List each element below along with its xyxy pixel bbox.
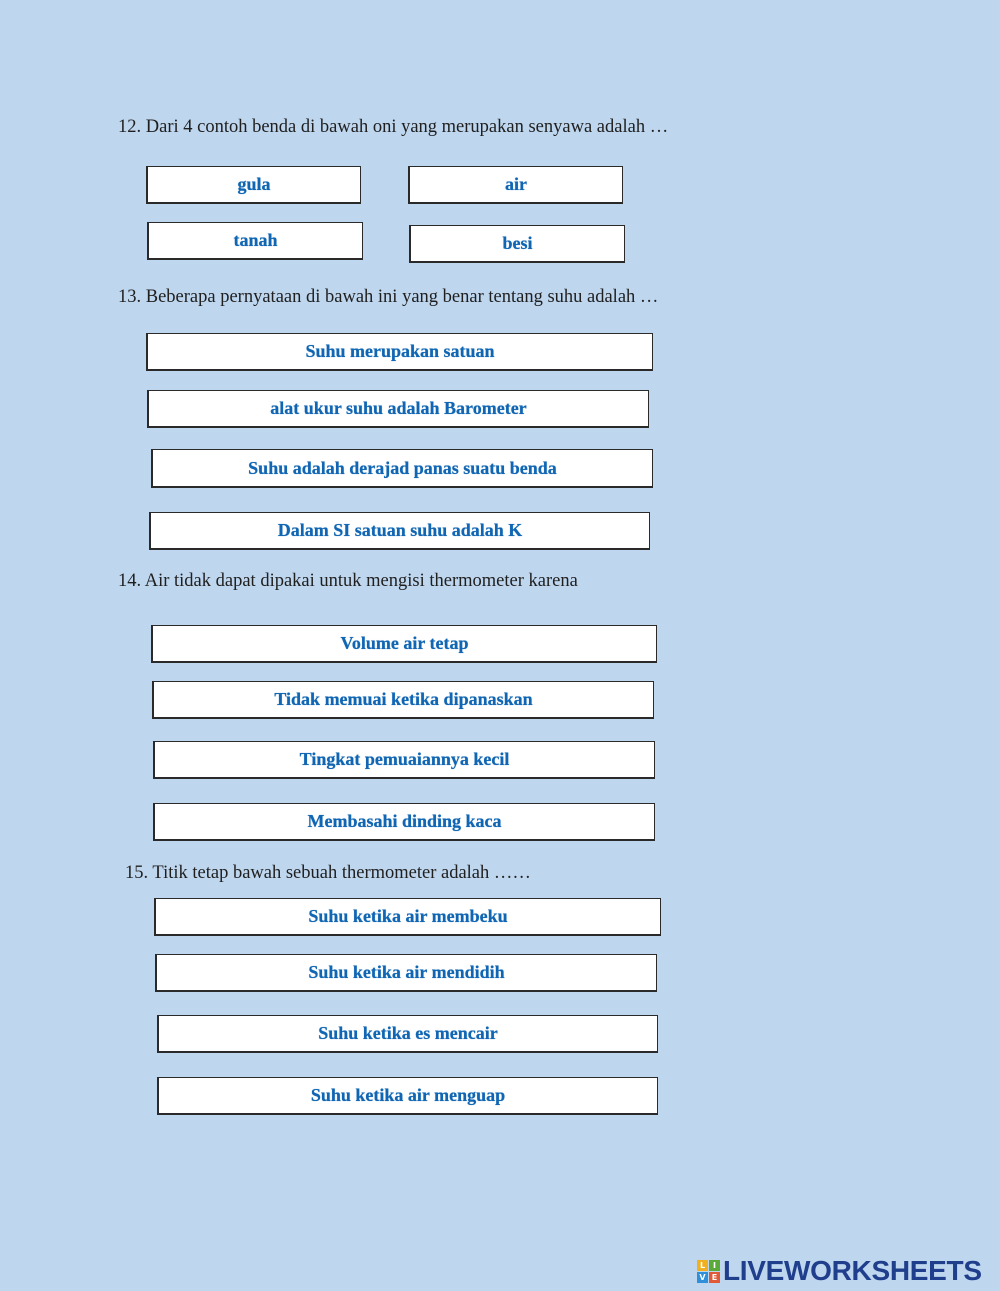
answer-option-15-b[interactable]: Suhu ketika air mendidih xyxy=(155,954,657,992)
answer-option-tanah[interactable]: tanah xyxy=(147,222,363,260)
answer-option-13-b[interactable]: alat ukur suhu adalah Barometer xyxy=(147,390,649,428)
question-12-text: 12. Dari 4 contoh benda di bawah oni yang merupakan senyawa adalah … xyxy=(118,117,669,137)
answer-option-15-a[interactable]: Suhu ketika air membeku xyxy=(154,898,661,936)
answer-option-air[interactable]: air xyxy=(408,166,623,204)
answer-option-13-d[interactable]: Dalam SI satuan suhu adalah K xyxy=(149,512,650,550)
answer-option-gula[interactable]: gula xyxy=(146,166,361,204)
question-15-text: 15. Titik tetap bawah sebuah thermometer adalah …… xyxy=(125,863,531,883)
answer-option-13-a[interactable]: Suhu merupakan satuan xyxy=(146,333,653,371)
answer-option-13-c[interactable]: Suhu adalah derajad panas suatu benda xyxy=(151,449,653,488)
answer-option-14-d[interactable]: Membasahi dinding kaca xyxy=(153,803,655,841)
logo-letter-l: L xyxy=(697,1260,708,1271)
question-14-text: 14. Air tidak dapat dipakai untuk mengisi thermometer karena xyxy=(118,571,578,591)
liveworksheets-logo xyxy=(697,1255,982,1287)
question-13-text: 13. Beberapa pernyataan di bawah ini yang benar tentang suhu adalah … xyxy=(118,287,659,307)
logo-letter-v: V xyxy=(697,1272,708,1283)
answer-option-15-c[interactable]: Suhu ketika es mencair xyxy=(157,1015,658,1053)
answer-option-14-b[interactable]: Tidak memuai ketika dipanaskan xyxy=(152,681,654,719)
answer-option-14-c[interactable]: Tingkat pemuaiannya kecil xyxy=(153,741,655,779)
logo-text: LIVEWORKSHEETS xyxy=(723,1255,982,1286)
logo-letter-e: E xyxy=(709,1272,720,1283)
logo-letter-i: I xyxy=(709,1260,720,1271)
answer-option-15-d[interactable]: Suhu ketika air menguap xyxy=(157,1077,658,1115)
answer-option-besi[interactable]: besi xyxy=(409,225,625,263)
answer-option-14-a[interactable]: Volume air tetap xyxy=(151,625,657,663)
logo-icon xyxy=(697,1260,720,1283)
